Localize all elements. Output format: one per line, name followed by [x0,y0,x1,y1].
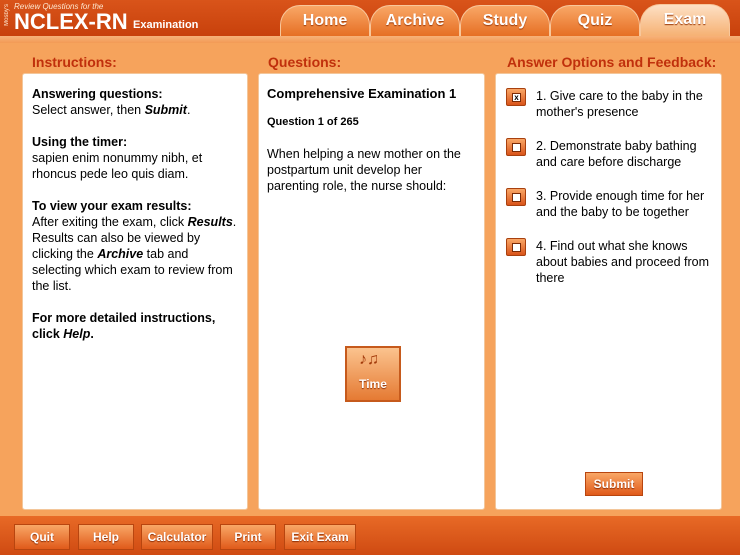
footer-toolbar [0,516,740,555]
submit-button[interactable]: Submit [585,472,643,496]
answer-text-1: 1. Give care to the baby in the mother's presence [536,89,703,119]
results-text-1: After exiting the exam, click [32,215,188,229]
tab-exam[interactable]: Exam [640,4,730,38]
tab-archive[interactable]: Archive [370,5,460,37]
logo-title: NCLEX-RN [14,9,128,34]
help-emphasis: Help [63,327,91,341]
print-button[interactable]: Print [220,524,276,550]
answering-text [32,102,238,118]
answer-checkbox-1[interactable] [506,88,526,106]
clock-icon: ♪♫ [359,351,379,368]
checkbox-mark [512,143,521,152]
question-counter: Question 1 of 265 [267,116,359,128]
answer-option-4[interactable] [506,238,711,286]
tab-quiz[interactable]: Quiz [550,5,640,37]
exit-exam-button[interactable]: Exit Exam [284,524,356,550]
answers-panel [495,73,722,510]
more-instructions [32,310,238,342]
answer-checkbox-4[interactable] [506,238,526,256]
checkbox-mark [512,193,521,202]
results-text-2: . Results can also be viewed by clicking the [32,215,237,261]
answering-instructions [32,86,238,118]
answering-text-part: Select answer, then [32,103,145,117]
timer-label: Time [359,377,387,391]
answer-checkbox-3[interactable] [506,188,526,206]
tab-home[interactable]: Home [280,5,370,37]
questions-panel [258,73,485,510]
logo-tagline: Review Questions for the [14,2,104,11]
help-button[interactable]: Help [78,524,134,550]
checkbox-mark [512,243,521,252]
answer-option-2[interactable] [506,138,711,170]
results-instructions [32,198,238,294]
more-text-2: . [90,327,94,341]
answer-text-3: 3. Provide enough time for her and the baby to be together [536,189,705,219]
timer-button[interactable] [345,346,401,402]
answering-text-end: . [186,103,191,117]
logo-subtitle: Examination [133,19,199,31]
checkbox-mark: x [512,93,521,102]
instructions-panel [22,73,248,510]
results-emphasis: Results [187,215,233,229]
instructions-heading: Instructions: [32,54,117,70]
answer-text-2: 2. Demonstrate baby bathing and care before discharge [536,139,697,169]
answer-checkbox-2[interactable] [506,138,526,156]
answers-heading: Answer Options and Feedback: [507,54,717,70]
timer-instructions [32,134,238,182]
quit-button[interactable]: Quit [14,524,70,550]
archive-emphasis: Archive [97,247,144,261]
question-text: When helping a new mother on the postpartum unit develop her parenting role, the nurse should: [267,147,461,193]
more-text-1: For more detailed instructions, click [32,311,216,341]
answer-option-1[interactable] [506,88,711,120]
results-text-3: tab and selecting which exam to review from the list. [32,247,233,293]
answer-text-4: 4. Find out what she knows about babies and proceed from there [536,239,710,285]
logo-publisher: Mosby's [4,4,10,26]
timer-text: sapien enim nonummy nibh, et rhoncus pede leo quis diam. [32,151,203,181]
answering-heading: Answering questions: [32,87,163,101]
answer-option-3[interactable] [506,188,711,220]
submit-emphasis: Submit [144,103,187,117]
timer-heading: Using the timer: [32,135,128,149]
calculator-button[interactable]: Calculator [141,524,213,550]
app-logo [4,2,204,34]
questions-heading: Questions: [268,54,342,70]
results-text [32,214,238,294]
header-stripe [0,36,740,43]
tab-study[interactable]: Study [460,5,550,37]
header-bar [0,0,740,36]
results-heading: To view your exam results: [32,199,192,213]
exam-title: Comprehensive Examination 1 [267,86,457,101]
